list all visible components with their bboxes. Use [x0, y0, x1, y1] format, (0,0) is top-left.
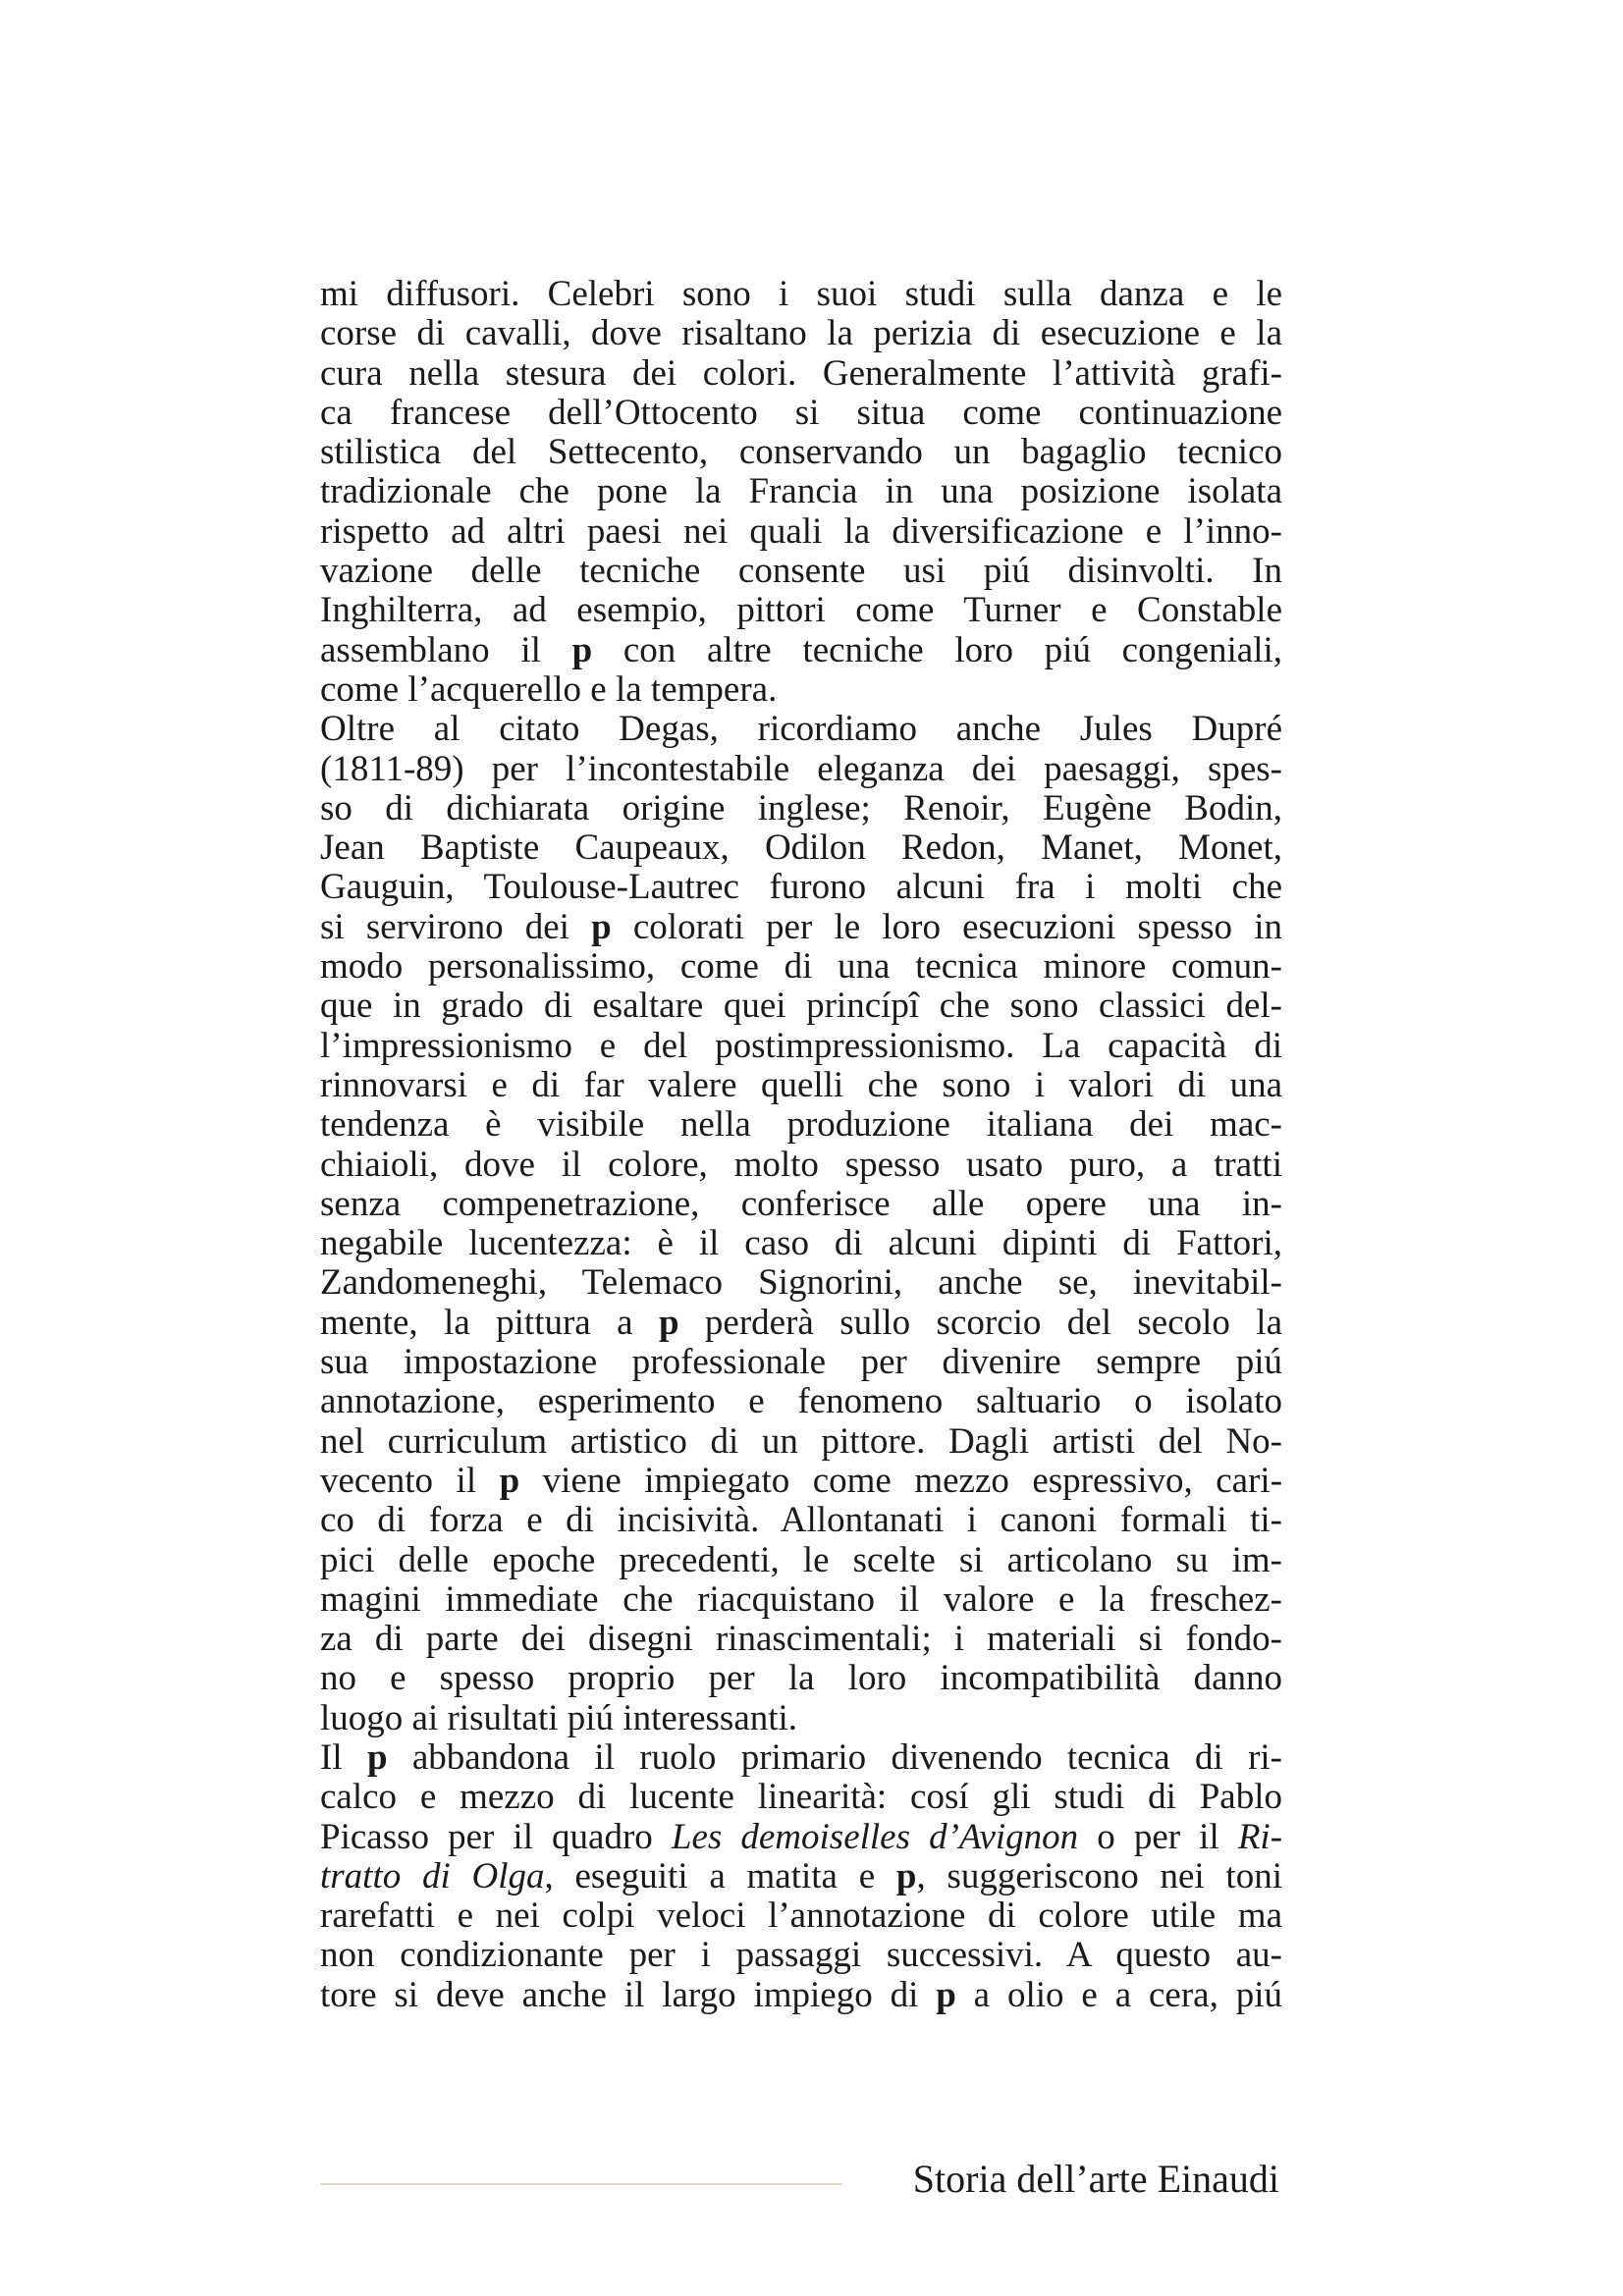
bold-abbreviation: p — [366, 1737, 388, 1778]
text-line — [320, 552, 1282, 591]
text-line — [320, 1462, 1282, 1501]
text-line — [320, 314, 1282, 353]
footer-rule — [320, 2183, 842, 2185]
text-segment: come l’acquerello e la tempera. — [320, 669, 778, 710]
text-segment: con altre tecniche loro piú congeniali, — [592, 630, 1282, 670]
bold-abbreviation: p — [936, 1975, 956, 2015]
text-segment: a olio e a cera, piú — [955, 1975, 1282, 2015]
text-line — [320, 868, 1282, 907]
text-line — [320, 1146, 1282, 1185]
text-segment: modo personalissimo, come di una tecnica minore comun- — [320, 947, 1282, 988]
text-line — [320, 1699, 1282, 1738]
text-segment: calco e mezzo di lucente linearità: cosí gli studi di Pablo — [320, 1778, 1282, 1818]
text-segment: mente, la pittura a — [320, 1303, 659, 1343]
text-segment: annotazione, esperimento e fenomeno saltuario o isolato — [320, 1382, 1282, 1422]
text-segment: magini immediate che riacquistano il valore e la freschez- — [320, 1579, 1282, 1620]
text-line — [320, 354, 1282, 394]
text-line — [320, 1027, 1282, 1066]
text-segment: que in grado di esaltare quei princípî che sono classici del- — [320, 987, 1282, 1027]
text-segment: Il — [320, 1737, 367, 1778]
text-segment: rispetto ad altri paesi nei quali la diversificazione e l’inno- — [320, 511, 1282, 552]
text-segment: no e spesso proprio per la loro incompatibilità danno — [320, 1659, 1282, 1699]
text-segment: sua impostazione professionale per divenire sempre piú — [320, 1343, 1282, 1383]
text-segment: corse di cavalli, dove risaltano la perizia di esecuzione e la — [320, 314, 1282, 354]
text-segment: viene impiegato come mezzo espressivo, cari- — [519, 1461, 1282, 1501]
body-text — [320, 275, 1282, 2015]
text-line — [320, 828, 1282, 868]
text-line — [320, 1066, 1282, 1105]
text-segment: senza compenetrazione, conferisce alle opere una in- — [320, 1184, 1282, 1224]
text-segment: si servirono dei — [320, 907, 592, 947]
text-segment: tendenza è visibile nella produzione italiana dei mac- — [320, 1105, 1282, 1146]
text-segment: Oltre al citato Degas, ricordiamo anche Jules Dupré — [320, 710, 1282, 750]
text-segment: tradizionale che pone la Francia in una posizione isolata — [320, 472, 1282, 512]
text-segment: vecento il — [320, 1461, 500, 1501]
text-segment: (1811-89) per l’incontestabile eleganza dei paesaggi, spes- — [320, 749, 1282, 789]
text-segment: Inghilterra, ad esempio, pittori come Turner e Constable — [320, 591, 1282, 631]
text-segment: luogo ai risultati piú interessanti. — [320, 1698, 798, 1738]
text-segment: colorati per le loro esecuzioni spesso in — [611, 907, 1282, 947]
text-line — [320, 1185, 1282, 1224]
text-line — [320, 750, 1282, 789]
text-line — [320, 1422, 1282, 1462]
text-line — [320, 1936, 1282, 1975]
text-line — [320, 1541, 1282, 1580]
text-segment: perderà sullo scorcio del secolo la — [678, 1303, 1282, 1343]
text-line — [320, 1263, 1282, 1303]
text-segment: mi diffusori. Celebri sono i suoi studi sulla danza e le — [320, 275, 1282, 314]
footer-title: Storia dell’arte Einaudi — [912, 2157, 1279, 2201]
text-line — [320, 275, 1282, 314]
text-segment: abbandona il ruolo primario divenendo tecnica di ri- — [387, 1737, 1282, 1778]
text-line — [320, 1304, 1282, 1343]
text-segment: , eseguiti a matita e — [544, 1856, 896, 1896]
text-segment: , suggeriscono nei toni — [916, 1856, 1282, 1896]
text-segment: non condizionante per i passaggi successivi. A questo au- — [320, 1936, 1282, 1976]
text-segment: stilistica del Settecento, conservando un bagaglio tecnico — [320, 433, 1282, 473]
text-line — [320, 1343, 1282, 1382]
text-segment: Zandomeneghi, Telemaco Signorini, anche se, inevitabil- — [320, 1263, 1282, 1304]
text-line — [320, 1896, 1282, 1936]
bold-abbreviation: p — [499, 1461, 520, 1501]
text-line — [320, 433, 1282, 472]
text-segment: rarefatti e nei colpi veloci l’annotazione di colore utile ma — [320, 1896, 1282, 1937]
text-segment: ca francese dell’Ottocento si situa come continuazione — [320, 393, 1282, 433]
text-segment: chiaioli, dove il colore, molto spesso usato puro, a tratti — [320, 1145, 1282, 1185]
italic-title: tratto di Olga — [320, 1856, 545, 1896]
text-segment: za di parte dei disegni rinascimentali; i materiali si fondo- — [320, 1620, 1282, 1660]
text-segment: Gauguin, Toulouse-Lautrec furono alcuni fra i molti che — [320, 868, 1282, 908]
text-segment: Picasso per il quadro — [320, 1817, 672, 1857]
text-line — [320, 908, 1282, 947]
text-segment: rinnovarsi e di far valere quelli che sono i valori di una — [320, 1065, 1282, 1105]
text-line — [320, 472, 1282, 511]
text-segment: co di forza e di incisività. Allontanati i canoni formali ti- — [320, 1501, 1282, 1541]
bold-abbreviation: p — [658, 1303, 679, 1343]
text-segment: l’impressionismo e del postimpressionismo. La capacità di — [320, 1026, 1282, 1066]
text-line — [320, 1224, 1282, 1263]
text-line — [320, 1818, 1282, 1857]
text-line — [320, 1105, 1282, 1145]
italic-title: Les demoiselles d’Avignon — [671, 1817, 1079, 1857]
text-line — [320, 1382, 1282, 1421]
text-line — [320, 1857, 1282, 1896]
text-line — [320, 394, 1282, 433]
bold-abbreviation: p — [591, 907, 612, 947]
text-line — [320, 947, 1282, 987]
text-segment: so di dichiarata origine inglese; Renoir, Eugène Bodin, — [320, 788, 1282, 828]
text-segment: o per il — [1078, 1817, 1238, 1857]
text-line — [320, 631, 1282, 670]
text-segment: cura nella stesura dei colori. Generalmente l’attività grafi- — [320, 353, 1282, 394]
text-line — [320, 512, 1282, 552]
text-segment: tore si deve anche il largo impiego di — [320, 1975, 937, 2015]
text-line — [320, 1659, 1282, 1698]
text-line — [320, 1976, 1282, 2015]
text-line — [320, 1580, 1282, 1620]
text-segment: vazione delle tecniche consente usi piú disinvolti. In — [320, 552, 1282, 592]
text-line — [320, 1778, 1282, 1817]
text-line — [320, 987, 1282, 1026]
text-segment: Jean Baptiste Caupeaux, Odilon Redon, Manet, Monet, — [320, 828, 1282, 869]
italic-title: Ri- — [1237, 1817, 1282, 1857]
text-segment: negabile lucentezza: è il caso di alcuni dipinti di Fattori, — [320, 1224, 1282, 1264]
text-line — [320, 789, 1282, 828]
text-segment: pici delle epoche precedenti, le scelte si articolano su im- — [320, 1540, 1282, 1580]
text-line — [320, 710, 1282, 749]
text-line — [320, 1620, 1282, 1659]
text-segment: assemblano il — [320, 630, 572, 670]
text-segment: nel curriculum artistico di un pittore. Dagli artisti del No- — [320, 1421, 1282, 1462]
bold-abbreviation: p — [895, 1856, 917, 1896]
bold-abbreviation: p — [571, 630, 593, 670]
text-line — [320, 670, 1282, 710]
text-line — [320, 1501, 1282, 1540]
text-line — [320, 591, 1282, 630]
text-line — [320, 1738, 1282, 1778]
